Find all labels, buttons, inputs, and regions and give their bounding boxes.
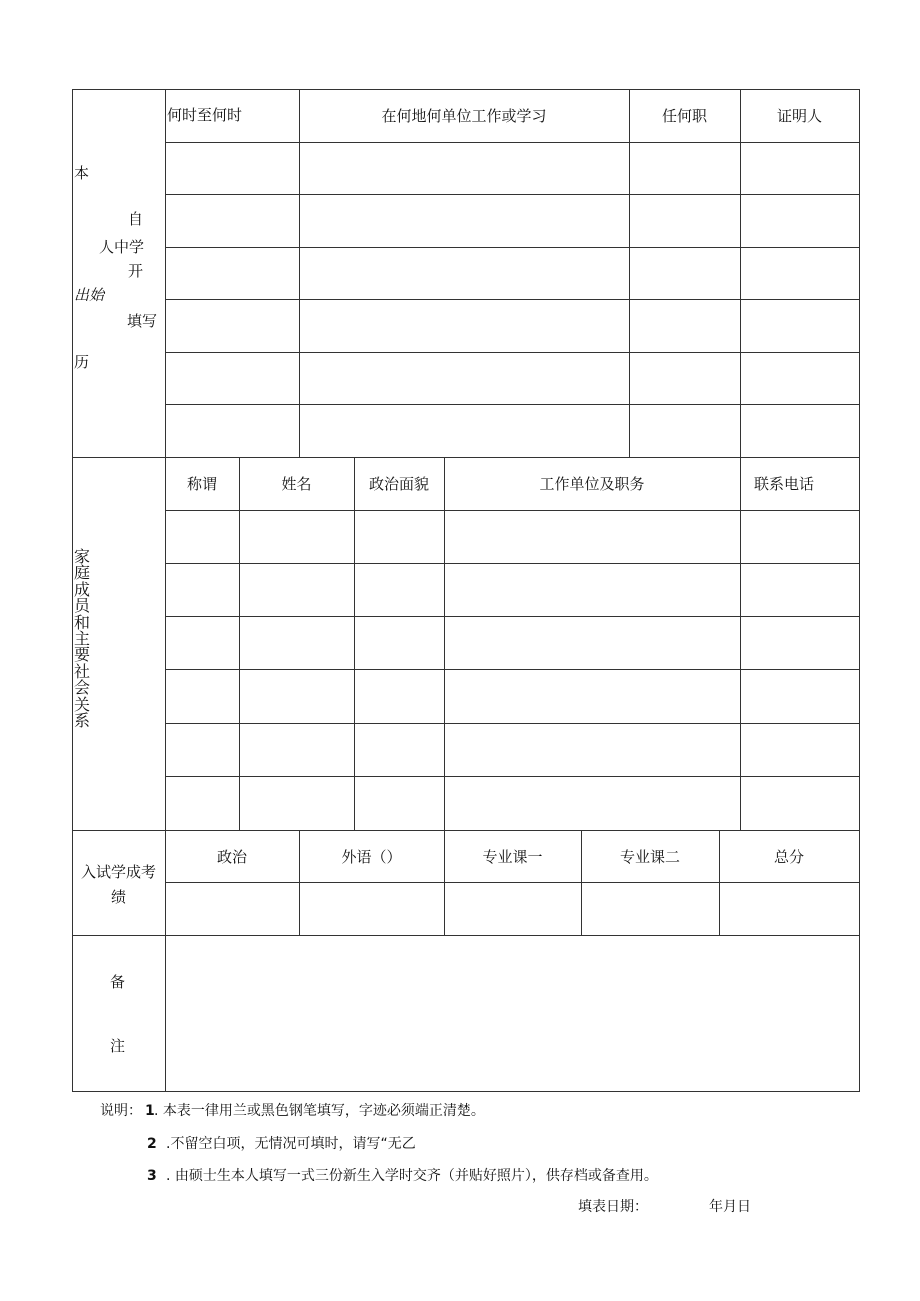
label-ren-zhong-xue: 人中学 [99, 238, 145, 256]
note-2-number: 2 [147, 1136, 157, 1152]
remarks-char-2: 注 [110, 1037, 126, 1055]
header-political-status: 政治面貌 [368, 475, 429, 493]
header-major-course-1: 专业课一 [482, 847, 543, 866]
score-politics-cell[interactable] [166, 883, 299, 935]
resume-cell[interactable] [630, 143, 740, 194]
header-relation: 称谓 [186, 475, 217, 493]
label-kai: 开 [128, 262, 144, 280]
header-major-course-2: 专业课二 [619, 847, 680, 866]
note-3-number: 3 [147, 1168, 157, 1184]
family-label-char: 系 [73, 711, 90, 731]
score-total-cell[interactable] [720, 883, 859, 935]
family-col-line [444, 457, 445, 830]
family-label-char: 庭 [73, 563, 90, 583]
header-period: 何时至何时 [167, 106, 243, 124]
family-label-char: 会 [73, 678, 90, 698]
notes-intro: 说明： [100, 1103, 142, 1119]
family-col-line [740, 457, 741, 830]
header-total: 总分 [773, 847, 804, 866]
family-label-char: 社 [73, 661, 90, 681]
note-3-text: . 由硕士生本人填写一式三份新生入学时交齐（并贴好照片），供存档或备查用。 [166, 1168, 658, 1184]
header-politics: 政治 [216, 847, 247, 866]
family-row-line [165, 616, 860, 617]
family-col-line [239, 457, 240, 830]
family-row-line [165, 563, 860, 564]
family-label-char: 成 [73, 579, 90, 599]
scores-label-line1: 入试学成考 [81, 863, 157, 881]
family-row-line [165, 723, 860, 724]
family-label-char: 主 [73, 629, 90, 649]
resume-row-line [165, 299, 860, 300]
family-row-line [165, 510, 860, 511]
header-employer-title: 工作单位及职务 [539, 475, 645, 493]
score-language-cell[interactable] [300, 883, 444, 935]
resume-row-line [165, 404, 860, 405]
date-value: 年月日 [709, 1199, 751, 1215]
scores-label-line2: 绩 [111, 888, 127, 906]
remarks-char-1: 备 [110, 973, 126, 991]
frame-bottom [72, 1091, 860, 1092]
header-phone: 联系电话 [753, 475, 814, 493]
note-2-text: .不留空白项，无情况可填时，请写“无乙 [166, 1136, 416, 1152]
label-zi: 自 [128, 210, 144, 228]
family-label-char: 关 [73, 694, 90, 714]
label-tian-xie: 填写 [127, 312, 158, 330]
family-section-label [72, 549, 92, 729]
header-witness: 证明人 [776, 107, 822, 125]
family-label-char: 和 [73, 612, 90, 632]
note-1-number: 1 [145, 1103, 155, 1119]
resume-cell[interactable] [300, 143, 629, 194]
header-place: 在何地何单位工作或学习 [381, 107, 547, 125]
score-major1-cell[interactable] [445, 883, 581, 935]
resume-row-line [165, 247, 860, 248]
remarks-field[interactable] [166, 936, 859, 1091]
label-li: 历 [74, 353, 90, 371]
resume-cell[interactable] [741, 143, 859, 194]
note-1-text: . 本表一律用兰或黑色钢笔填写，字迹必须端正清楚。 [154, 1103, 485, 1119]
family-label-char: 员 [73, 596, 90, 616]
label-chu-shi: 出始 [74, 286, 105, 304]
family-label-char: 家 [73, 547, 90, 566]
label-ben: 本 [74, 164, 90, 182]
family-row-line [165, 669, 860, 670]
header-name: 姓名 [281, 475, 312, 493]
frame-right [859, 89, 860, 1092]
header-foreign-language: 外语（） [341, 847, 402, 866]
resume-row-line [165, 194, 860, 195]
resume-row-line [165, 352, 860, 353]
family-label-char: 要 [73, 645, 90, 665]
family-row-line [165, 776, 860, 777]
header-position: 任何职 [661, 107, 707, 125]
family-col-line [354, 457, 355, 830]
resume-cell[interactable] [166, 143, 299, 194]
date-label: 填表日期： [578, 1199, 648, 1215]
score-major2-cell[interactable] [582, 883, 719, 935]
